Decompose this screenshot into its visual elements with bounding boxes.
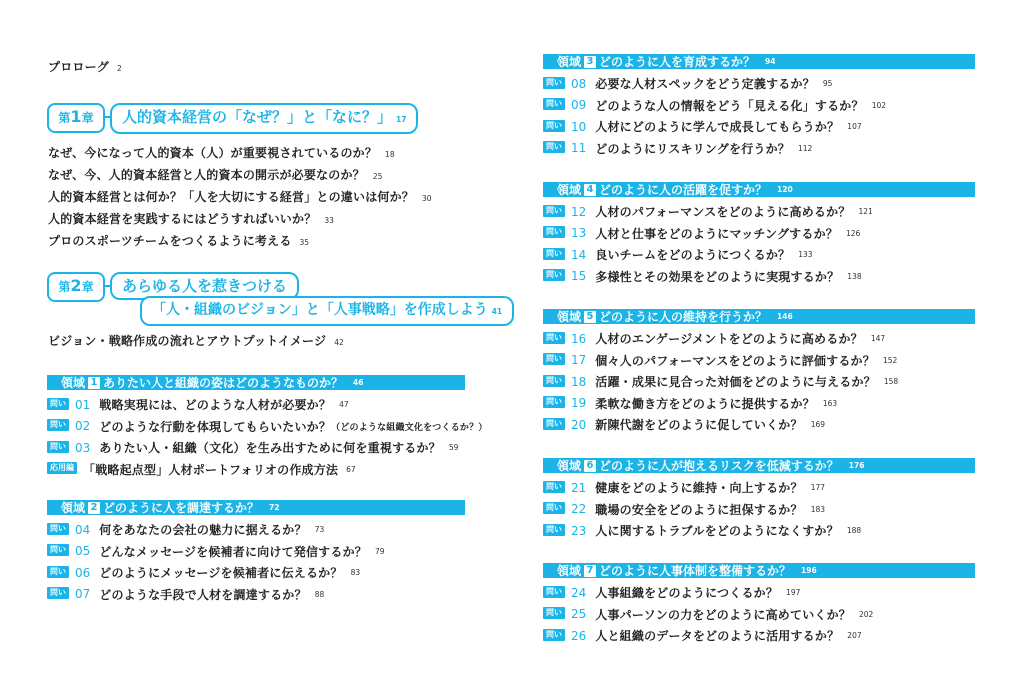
toc-entry-question[interactable] xyxy=(543,522,861,539)
question-tag: 問い xyxy=(543,332,565,344)
toc-entry-question[interactable] xyxy=(47,461,356,478)
question-tag: 問い xyxy=(47,523,69,535)
toc-entry-question[interactable] xyxy=(543,479,825,496)
toc-entry-question[interactable] xyxy=(543,75,832,92)
question-page: 147 xyxy=(870,334,886,343)
question-page: 79 xyxy=(374,546,385,556)
chapter-label-pre: 第 xyxy=(58,280,71,294)
question-number: 07 xyxy=(75,587,91,601)
question-tag: 問い xyxy=(543,396,565,408)
chapter-label-post: 章 xyxy=(81,280,94,294)
domain-4-header[interactable] xyxy=(543,182,975,197)
toc-entry-question[interactable] xyxy=(543,627,862,644)
domain-7-header[interactable] xyxy=(543,563,975,578)
question-title: どのような手段で人材を調達するか？ xyxy=(99,587,307,602)
toc-entry-question[interactable] xyxy=(543,268,862,285)
question-tag: 問い xyxy=(543,141,565,153)
toc-entry-question[interactable] xyxy=(543,118,862,135)
entry-page: 35 xyxy=(299,238,310,247)
entry-page: 25 xyxy=(372,172,383,181)
toc-entry-question[interactable] xyxy=(47,586,324,603)
question-title: 必要な人材スペックをどう定義するか？ xyxy=(595,77,815,91)
question-title: 人事組織をどのようにつくるか？ xyxy=(595,586,779,600)
domain-label: 領域 xyxy=(557,55,582,69)
question-title: 人事パーソンの力をどのように高めていくか？ xyxy=(595,607,852,622)
toc-entry-question[interactable] xyxy=(543,246,813,263)
prologue-page: 2 xyxy=(117,64,122,73)
domain-6-header[interactable] xyxy=(543,458,975,473)
domain-label: 領域 xyxy=(557,183,582,197)
question-title: どのような人の情報をどう「見える化」するか？ xyxy=(595,98,864,113)
question-number: 19 xyxy=(571,396,587,410)
toc-entry[interactable] xyxy=(48,210,334,227)
question-page: 102 xyxy=(871,100,887,110)
domain-label: 領域 xyxy=(61,501,86,515)
toc-entry-question[interactable] xyxy=(47,543,385,560)
chapter-2-title-line2-box xyxy=(140,296,514,326)
domain-title: どのように人を調達するか？ xyxy=(103,501,260,515)
question-number: 05 xyxy=(75,544,91,558)
toc-entry-question[interactable] xyxy=(543,203,873,220)
question-title: どんなメッセージを候補者に向けて発信するか？ xyxy=(99,544,367,559)
question-number: 17 xyxy=(571,353,587,367)
toc-entry-question[interactable] xyxy=(543,584,800,601)
question-title: 人材のエンゲージメントをどのように高めるか？ xyxy=(595,332,863,346)
chapter-number: 2 xyxy=(70,276,82,295)
question-page: 73 xyxy=(314,525,325,534)
domain-number: 1 xyxy=(88,377,100,389)
domain-label: 領域 xyxy=(557,459,582,473)
domain-label: 領域 xyxy=(557,310,582,324)
question-title: 人材のパフォーマンスをどのように高めるか？ xyxy=(595,205,851,219)
question-title: 新陳代謝をどのように促していくか？ xyxy=(595,418,803,432)
chapter-2-title-line1: あらゆる人を惹きつける xyxy=(122,277,288,295)
question-tag: 問い xyxy=(543,248,565,260)
question-tag: 問い xyxy=(543,586,565,598)
question-number: 04 xyxy=(75,522,91,537)
question-page: 112 xyxy=(798,143,813,153)
question-title: 健康をどのように維持・向上するか？ xyxy=(595,481,803,495)
question-tag: 問い xyxy=(47,419,69,431)
question-tag: 問い xyxy=(47,441,69,453)
domain-page: 146 xyxy=(777,312,793,321)
question-tag: 問い xyxy=(543,629,565,641)
toc-entry-prologue[interactable] xyxy=(48,58,122,75)
question-number: 21 xyxy=(571,480,587,495)
question-tag: 問い xyxy=(543,205,565,217)
chapter-2-intro-page: 42 xyxy=(334,338,344,347)
question-title: どのようにメッセージを候補者に伝えるか？ xyxy=(99,566,343,580)
entry-page: 18 xyxy=(385,150,395,159)
question-number: 01 xyxy=(75,397,91,412)
question-page: 152 xyxy=(882,355,898,365)
question-page: 107 xyxy=(847,122,862,131)
domain-title: どのように人を育成するか？ xyxy=(599,55,756,69)
chapter-1-badge xyxy=(47,103,105,133)
question-title: 個々人のパフォーマンスをどのように評価するか？ xyxy=(595,353,875,368)
question-title: 柔軟な働き方をどのように提供するか？ xyxy=(595,396,815,411)
question-tag: 問い xyxy=(543,98,565,110)
question-number: 25 xyxy=(571,607,587,621)
question-page: 158 xyxy=(883,377,899,386)
question-title: 人と組織のデータをどのように活用するか？ xyxy=(595,629,840,643)
question-title: 「戦略起点型」人材ポートフォリオの作成方法 xyxy=(83,462,339,477)
question-number: 16 xyxy=(571,331,587,346)
question-number: 24 xyxy=(571,585,587,600)
question-tag: 問い xyxy=(47,398,69,410)
question-page: 133 xyxy=(798,250,813,259)
toc-entry-question[interactable] xyxy=(543,352,897,369)
question-tag: 問い xyxy=(543,607,565,619)
question-tag: 応用編 xyxy=(47,462,77,474)
domain-5-header[interactable] xyxy=(543,309,975,324)
toc-entry[interactable] xyxy=(48,166,382,183)
question-page: 183 xyxy=(810,504,826,514)
question-number: 12 xyxy=(571,204,587,219)
chapter-label-pre: 第 xyxy=(58,111,71,125)
question-tag: 問い xyxy=(543,269,565,281)
question-number: 26 xyxy=(571,628,587,643)
domain-page: 176 xyxy=(848,461,865,470)
question-title: 人に関するトラブルをどのようになくすか？ xyxy=(595,524,839,538)
entry-title: 人的資本経営とは何か？「人を大切にする経営」との違いは何か？ xyxy=(48,190,415,204)
toc-entry-question[interactable] xyxy=(47,439,458,456)
question-number: 02 xyxy=(75,419,91,433)
question-tag: 問い xyxy=(543,353,565,365)
toc-entry-question[interactable] xyxy=(47,418,488,435)
entry-title: プロのスポーツチームをつくるように考える xyxy=(48,234,292,248)
toc-entry[interactable] xyxy=(48,188,432,205)
question-number: 08 xyxy=(571,76,587,91)
toc-entry[interactable] xyxy=(48,144,395,161)
domain-label: 領域 xyxy=(61,376,86,390)
question-tag: 問い xyxy=(543,120,565,132)
question-tag: 問い xyxy=(543,502,565,514)
question-number: 14 xyxy=(571,247,587,262)
question-page: 59 xyxy=(448,443,459,452)
domain-3-header[interactable] xyxy=(543,54,975,69)
toc-entry-question[interactable] xyxy=(543,97,886,114)
domain-2-header[interactable] xyxy=(47,500,465,515)
toc-entry-question[interactable] xyxy=(543,225,860,242)
question-title: どのようにリスキリングを行うか？ xyxy=(595,141,791,156)
domain-number: 6 xyxy=(584,460,596,472)
domain-title: どのように人事体制を整備するか？ xyxy=(599,564,792,578)
question-page: 95 xyxy=(822,79,833,88)
toc-entry-question[interactable] xyxy=(47,521,324,538)
question-title: どのような行動を体現してもらいたいか？ xyxy=(99,419,332,434)
question-title: 良いチームをどのようにつくるか？ xyxy=(595,248,791,262)
domain-number: 4 xyxy=(584,184,596,196)
question-page: 202 xyxy=(859,609,874,619)
question-page: 67 xyxy=(346,464,356,474)
question-tag: 問い xyxy=(543,77,565,89)
question-page: 83 xyxy=(350,568,361,577)
question-note: （どのような組織文化をつくるか？） xyxy=(331,422,488,433)
question-title: 何をあなたの会社の魅力に据えるか？ xyxy=(99,523,307,537)
question-tag: 問い xyxy=(47,544,69,556)
chapter-2-page: 41 xyxy=(491,307,503,316)
question-number: 10 xyxy=(571,119,587,134)
question-page: 197 xyxy=(786,588,801,597)
domain-page: 196 xyxy=(801,566,817,575)
chapter-2-badge xyxy=(47,272,105,302)
toc-entry-question[interactable] xyxy=(47,564,360,581)
toc-entry-question[interactable] xyxy=(543,416,825,433)
domain-title: どのように人の維持を行うか？ xyxy=(599,310,768,324)
domain-number: 7 xyxy=(584,565,596,577)
chapter-label-post: 章 xyxy=(81,111,94,125)
domain-number: 5 xyxy=(584,311,596,323)
question-tag: 問い xyxy=(543,375,565,387)
question-number: 13 xyxy=(571,226,587,240)
entry-page: 33 xyxy=(324,216,334,225)
question-number: 09 xyxy=(571,98,587,112)
entry-page: 30 xyxy=(422,194,432,203)
question-title: 人材にどのように学んで成長してもらうか？ xyxy=(595,120,840,134)
entry-title: なぜ、今になって人的資本（人）が重要視されているのか？ xyxy=(48,146,378,160)
question-page: 138 xyxy=(847,271,862,281)
question-page: 207 xyxy=(847,631,862,640)
question-number: 18 xyxy=(571,374,587,389)
question-tag: 問い xyxy=(543,524,565,536)
prologue-title: プロローグ xyxy=(48,60,110,74)
chapter-number: 1 xyxy=(70,107,82,126)
question-page: 177 xyxy=(810,483,826,492)
domain-1-header[interactable] xyxy=(47,375,465,390)
question-page: 88 xyxy=(314,589,325,599)
domain-page: 46 xyxy=(353,378,364,387)
question-title: 人材と仕事をどのようにマッチングするか？ xyxy=(595,226,838,241)
question-number: 03 xyxy=(75,440,91,455)
question-tag: 問い xyxy=(543,481,565,493)
question-number: 23 xyxy=(571,523,587,538)
entry-title: なぜ、今、人的資本経営と人的資本の開示が必要なのか？ xyxy=(48,168,365,182)
toc-entry-question[interactable] xyxy=(543,501,825,518)
domain-number: 2 xyxy=(88,502,100,514)
question-number: 15 xyxy=(571,269,587,283)
question-tag: 問い xyxy=(543,418,565,430)
question-page: 163 xyxy=(822,398,838,408)
question-number: 20 xyxy=(571,417,587,432)
toc-entry-question[interactable] xyxy=(543,373,898,390)
chapter-2-intro-title: ビジョン・戦略作成の流れとアウトプットイメージ xyxy=(48,334,327,348)
domain-page: 94 xyxy=(765,57,776,66)
question-title: 多様性とその効果をどのように実現するか？ xyxy=(595,269,840,284)
chapter-1-title-box xyxy=(110,103,418,134)
chapter-2-title-line2: 「人・組織のビジョン」と「人事戦略」を作成しよう xyxy=(152,302,488,318)
toc-entry-question[interactable] xyxy=(47,396,349,413)
question-page: 126 xyxy=(845,228,861,238)
domain-label: 領域 xyxy=(557,564,582,578)
domain-title: どのように人が抱えるリスクを低減するか？ xyxy=(599,459,839,473)
domain-page: 72 xyxy=(269,503,280,512)
question-title: 戦略実現には、どのような人材が必要か？ xyxy=(99,398,332,412)
entry-title: 人的資本経営を実践するにはどうすればいいか？ xyxy=(48,212,317,226)
toc-entry-chapter-2-intro[interactable] xyxy=(48,332,344,349)
toc-entry-question[interactable] xyxy=(543,395,837,412)
question-tag: 問い xyxy=(47,587,69,599)
question-number: 22 xyxy=(571,502,587,516)
domain-page: 120 xyxy=(777,185,793,194)
question-number: 11 xyxy=(571,141,587,155)
toc-entry-question[interactable] xyxy=(543,140,812,157)
domain-number: 3 xyxy=(584,56,596,68)
toc-entry-question[interactable] xyxy=(543,606,873,623)
question-page: 47 xyxy=(339,400,349,409)
question-number: 06 xyxy=(75,565,91,580)
chapter-1-page: 17 xyxy=(396,115,407,124)
question-title: ありたい人・組織（文化）を生み出すために何を重視するか？ xyxy=(99,441,441,455)
question-page: 121 xyxy=(858,207,873,216)
question-title: 職場の安全をどのように担保するか？ xyxy=(595,502,803,517)
domain-title: ありたい人と組織の姿はどのようなものか？ xyxy=(103,376,344,390)
domain-title: どのように人の活躍を促すか？ xyxy=(599,183,768,197)
toc-entry[interactable] xyxy=(48,232,309,249)
question-page: 169 xyxy=(810,420,826,429)
question-tag: 問い xyxy=(543,226,565,238)
toc-entry-question[interactable] xyxy=(543,330,885,347)
question-page: 188 xyxy=(846,526,862,535)
question-title: 活躍・成果に見合った対価をどのように与えるか？ xyxy=(595,375,876,389)
chapter-1-title: 人的資本経営の「なぜ？」と「なに？」 xyxy=(122,108,393,126)
question-tag: 問い xyxy=(47,566,69,578)
